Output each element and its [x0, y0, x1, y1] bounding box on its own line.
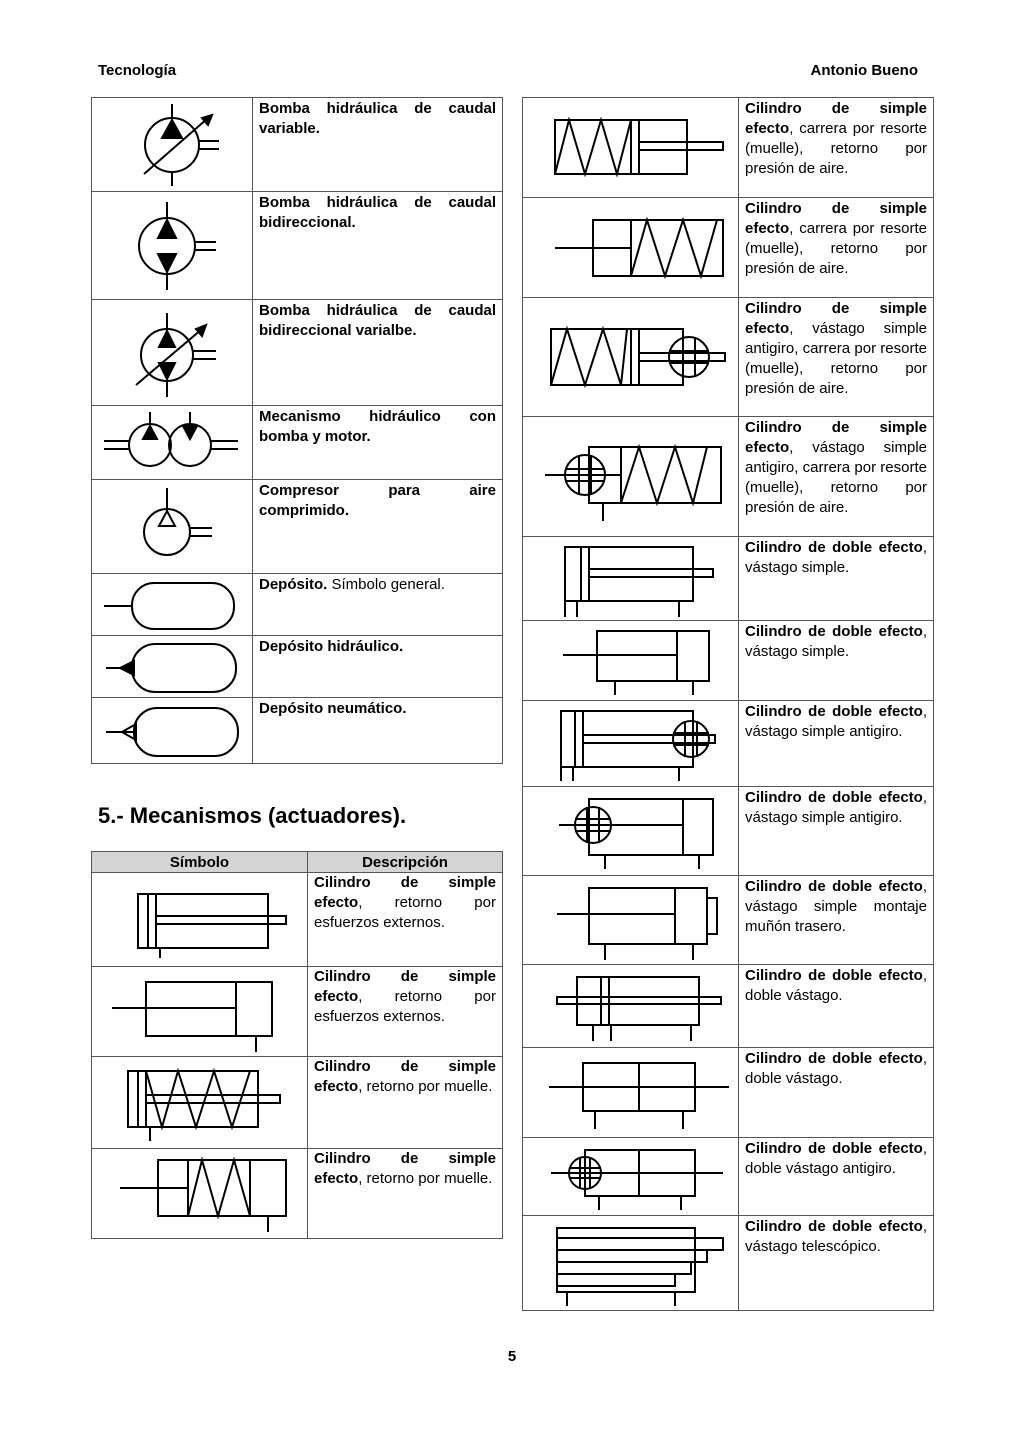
header-left: Tecnología	[98, 62, 177, 79]
description-cell: Bomba hidráulica de caudal bidireccional varialbe.	[253, 300, 503, 406]
spring-stroke-cylinder-symbol	[531, 206, 731, 290]
spring-stroke-antirotation-cylinder-symbol	[531, 427, 731, 527]
spring-return-cylinder-symbol	[100, 1152, 300, 1236]
description-cell: Depósito. Símbolo general.	[253, 574, 503, 636]
description-cell: Cilindro de simple efecto, vástago simple antigiro, carrera por resorte (muelle), retorno por presión de aire.	[739, 298, 934, 417]
description-cell: Bomba hidráulica de caudal bidireccional.	[253, 192, 503, 300]
symbol-cell	[523, 417, 739, 537]
symbol-cell	[92, 574, 253, 636]
column-header-symbol: Símbolo	[92, 852, 308, 873]
description-cell: Cilindro de doble efecto, vástago simple.	[739, 537, 934, 621]
double-rod-cylinder-symbol	[531, 967, 731, 1045]
double-acting-cylinder-symbol	[531, 539, 731, 619]
description-cell: Cilindro de doble efecto, vástago simple montaje muñón trasero.	[739, 876, 934, 965]
pneumatic-tank-symbol	[102, 701, 242, 761]
pumps-table	[91, 97, 503, 764]
description-cell: Depósito hidráulico.	[253, 636, 503, 698]
symbol-cell	[523, 1216, 739, 1311]
description-cell: Depósito neumático.	[253, 698, 503, 764]
spring-return-cylinder-symbol	[100, 1061, 300, 1145]
tank-general-symbol	[102, 577, 242, 633]
symbol-cell	[523, 1048, 739, 1138]
section-title: 5.- Mecanismos (actuadores).	[98, 803, 407, 828]
description-cell: Cilindro de simple efecto, retorno por esfuerzos externos.	[308, 967, 503, 1057]
description-cell: Cilindro de doble efecto, vástago simple antigiro.	[739, 787, 934, 876]
description-cell: Mecanismo hidráulico con bomba y motor.	[253, 406, 503, 480]
symbol-cell	[92, 1149, 308, 1239]
symbol-cell	[523, 198, 739, 298]
compressor-symbol	[122, 484, 222, 570]
description-cell: Bomba hidráulica de caudal variable.	[253, 98, 503, 192]
symbol-cell	[92, 1057, 308, 1149]
description-cell: Compresor para aire comprimido.	[253, 480, 503, 574]
single-acting-cylinder-symbol	[100, 880, 300, 960]
symbol-cell	[523, 701, 739, 787]
hydraulic-tank-symbol	[102, 639, 242, 695]
description-cell: Cilindro de simple efecto, vástago simple antigiro, carrera por resorte (muelle), retorno por presión de aire.	[739, 417, 934, 537]
symbol-cell	[92, 698, 253, 764]
symbol-cell	[92, 98, 253, 192]
page-number: 5	[507, 1348, 517, 1365]
telescopic-cylinder-symbol	[531, 1218, 731, 1308]
pump-motor-symbol	[102, 408, 242, 478]
single-acting-cylinder-symbol	[100, 970, 300, 1054]
description-cell: Cilindro de simple efecto, carrera por resorte (muelle), retorno por presión de aire.	[739, 198, 934, 298]
symbol-cell	[92, 873, 308, 967]
description-cell: Cilindro de doble efecto, vástago telescópico.	[739, 1216, 934, 1311]
actuators-table	[91, 851, 503, 1239]
symbol-cell	[523, 537, 739, 621]
column-header-description: Descripción	[308, 852, 503, 873]
symbol-cell	[523, 98, 739, 198]
description-cell: Cilindro de simple efecto, carrera por resorte (muelle), retorno por presión de aire.	[739, 98, 934, 198]
description-cell: Cilindro de simple efecto, retorno por muelle.	[308, 1149, 503, 1239]
trunnion-mount-cylinder-symbol	[531, 878, 731, 962]
symbol-cell	[523, 965, 739, 1048]
variable-pump-symbol	[122, 102, 222, 188]
symbol-cell	[92, 480, 253, 574]
description-cell: Cilindro de doble efecto, doble vástago.	[739, 965, 934, 1048]
header-right: Antonio Bueno	[810, 62, 918, 79]
symbol-cell	[92, 636, 253, 698]
symbol-cell	[523, 1138, 739, 1216]
description-cell: Cilindro de simple efecto, retorno por muelle.	[308, 1057, 503, 1149]
symbol-cell	[523, 787, 739, 876]
description-cell: Cilindro de doble efecto, vástago simple antigiro.	[739, 701, 934, 787]
bidirectional-pump-symbol	[122, 196, 222, 296]
double-acting-cylinder-symbol	[531, 623, 731, 699]
symbol-cell	[523, 298, 739, 417]
double-acting-antirotation-cylinder-symbol	[531, 789, 731, 873]
spring-stroke-cylinder-symbol	[531, 108, 731, 188]
cylinders-table	[522, 97, 934, 1311]
variable-bidirectional-pump-symbol	[122, 303, 222, 403]
description-cell: Cilindro de doble efecto, vástago simple.	[739, 621, 934, 701]
symbol-cell	[92, 192, 253, 300]
symbol-cell	[92, 300, 253, 406]
symbol-cell	[523, 876, 739, 965]
description-cell: Cilindro de doble efecto, doble vástago.	[739, 1048, 934, 1138]
symbol-cell	[92, 967, 308, 1057]
double-acting-antirotation-cylinder-symbol	[531, 703, 731, 785]
double-rod-antirotation-cylinder-symbol	[531, 1140, 731, 1214]
double-rod-cylinder-symbol	[531, 1051, 731, 1135]
symbol-cell	[523, 621, 739, 701]
description-cell: Cilindro de simple efecto, retorno por esfuerzos externos.	[308, 873, 503, 967]
symbol-cell	[92, 406, 253, 480]
spring-stroke-antirotation-cylinder-symbol	[531, 307, 731, 407]
description-cell: Cilindro de doble efecto, doble vástago antigiro.	[739, 1138, 934, 1216]
